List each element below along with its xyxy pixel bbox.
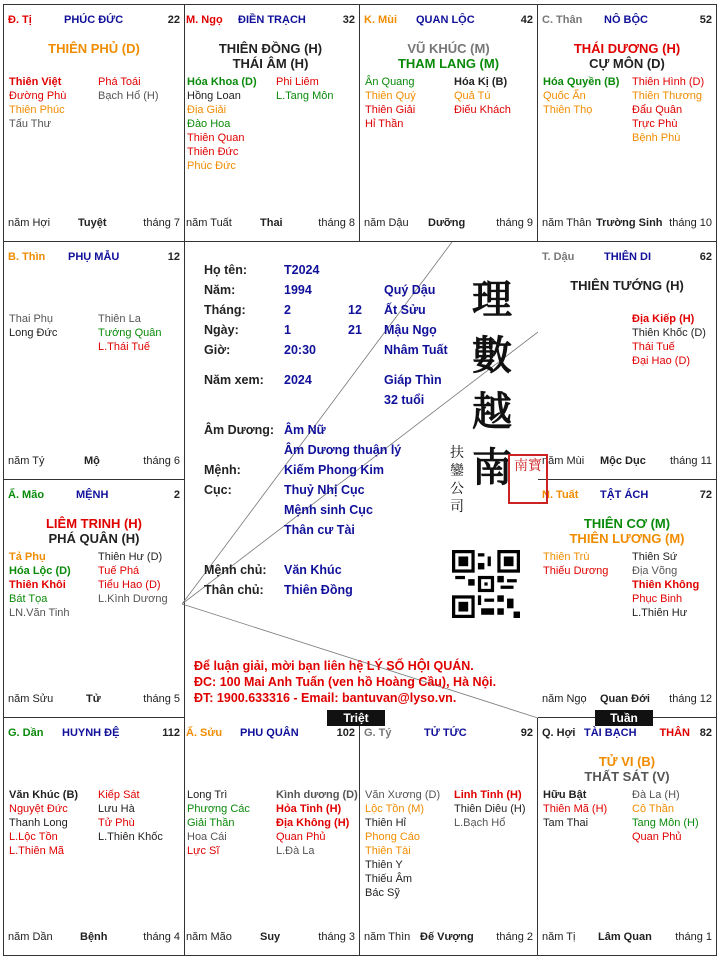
hour-label: Giờ: <box>204 343 231 357</box>
main-star: CỰ MÔN (D) <box>589 56 665 71</box>
contact-info <box>194 658 496 706</box>
minor-star: L.Thiên Hư <box>632 607 688 619</box>
thanchu-label: Thân chủ: <box>204 583 264 597</box>
palace-branch: K. Mùi <box>364 14 397 26</box>
minor-star: Cô Thần <box>632 803 674 815</box>
palace-year: năm Hợi <box>8 217 51 229</box>
minor-stars-right <box>632 75 704 145</box>
age-value: 32 tuổi <box>384 393 425 407</box>
minor-star: Thiếu Dương <box>543 565 609 577</box>
minor-stars-right <box>276 75 333 103</box>
minor-star: L.Đà La <box>276 845 315 857</box>
hour-can-chi: Nhâm Tuất <box>384 343 448 357</box>
month-can-chi: Ất Sửu <box>384 303 426 317</box>
palace-stage: Suy <box>260 931 281 943</box>
month-label: Tháng: <box>204 303 246 317</box>
minor-stars-left <box>187 788 250 858</box>
minor-star: Thiên Hỉ <box>365 817 406 829</box>
menhchu-label: Mệnh chủ: <box>204 563 267 577</box>
chart-center-panel <box>182 242 542 718</box>
minor-star: Thiên Diêu (H) <box>454 803 526 815</box>
palace-name: HUYNH ĐỆ <box>62 727 120 739</box>
palace-cell-mao[interactable] <box>3 480 185 718</box>
palace-year: năm Thân <box>542 217 592 229</box>
minor-stars-left <box>365 788 440 900</box>
palace-age-number: 12 <box>167 251 180 263</box>
minor-star: Kiếp Sát <box>98 789 140 801</box>
minor-star: L.Tang Môn <box>276 90 334 102</box>
calligraphy-logo: 理 數 越 南 <box>472 276 512 491</box>
palace-branch: Ấ. Sửu <box>186 727 223 739</box>
palace-year: năm Dậu <box>364 217 409 229</box>
main-stars <box>538 516 716 546</box>
minor-stars-left <box>9 788 78 858</box>
name-value: T2024 <box>284 263 320 277</box>
palace-year: năm Tị <box>542 931 576 943</box>
palace-year: năm Dần <box>8 931 53 943</box>
palace-age-number: 92 <box>520 727 533 739</box>
minor-star: Bát Tọa <box>9 593 48 605</box>
palace-year: năm Sửu <box>8 693 54 705</box>
minor-stars-right <box>98 75 159 103</box>
minor-star: L.Kình Dương <box>98 593 168 605</box>
palace-cell-ngo[interactable] <box>182 4 360 242</box>
view-year-value: 2024 <box>284 373 312 387</box>
cuc-relation: Mệnh sinh Cục <box>284 503 373 517</box>
minor-star: Thanh Long <box>9 817 68 829</box>
minor-star: Văn Xương (D) <box>365 789 441 801</box>
minor-star: Lực Sĩ <box>187 845 220 857</box>
palace-year: năm Mùi <box>542 455 585 467</box>
minor-stars-left <box>365 75 416 131</box>
minor-stars-left <box>9 550 71 620</box>
menh-value: Kiếm Phong Kim <box>284 463 385 477</box>
main-stars <box>538 278 716 293</box>
palace-year: năm Tuất <box>186 217 232 229</box>
hour-value: 20:30 <box>284 343 316 357</box>
minor-star: Thiên Giải <box>365 104 416 116</box>
main-star: TỬ VI (B) <box>598 754 656 769</box>
minor-stars-right <box>98 312 162 354</box>
palace-branch: N. Tuất <box>542 489 579 501</box>
minor-star: Tả Phụ <box>9 551 46 563</box>
birth-lunar-values <box>348 300 362 340</box>
cuc-label: Cục: <box>204 483 232 497</box>
minor-star: Thái Tuế <box>632 341 675 353</box>
minor-star: Thiên Phúc <box>9 104 65 116</box>
palace-cell-dan[interactable] <box>3 718 185 956</box>
main-star: THIÊN ĐỒNG (H) <box>218 41 323 56</box>
minor-star: Điếu Khách <box>454 104 511 116</box>
cuc-value: Thuỷ Nhị Cục <box>284 483 365 497</box>
palace-name: PHỤ MẪU <box>68 251 120 263</box>
palace-cell-thin[interactable] <box>3 242 185 480</box>
minor-stars-right <box>454 75 511 117</box>
palace-stage: Bệnh <box>80 931 108 943</box>
palace-age-number: 52 <box>699 14 712 26</box>
minor-stars-right <box>98 788 163 844</box>
minor-star: Bạch Hổ (H) <box>98 90 159 102</box>
minor-star: Địa Võng <box>632 565 678 577</box>
palace-cell-dau[interactable] <box>538 242 717 480</box>
minor-star: Tiểu Hao (D) <box>98 579 161 591</box>
palace-cell-than[interactable] <box>538 4 717 242</box>
minor-star: Thiên Y <box>365 859 403 871</box>
year-can-chi: Quý Dậu <box>384 283 436 297</box>
minor-star: Đại Hao (D) <box>632 355 691 367</box>
main-star: PHÁ QUÂN (H) <box>48 531 140 546</box>
palace-month: tháng 9 <box>496 217 533 229</box>
palace-name: TÀI BẠCH <box>584 727 637 739</box>
amduong-relation: Âm Dương thuận lý <box>284 443 402 457</box>
tuan-marker: Tuần <box>595 710 653 726</box>
triet-marker: Triệt <box>327 710 385 726</box>
minor-star: Phúc Đức <box>187 160 236 172</box>
minor-star: Trực Phù <box>632 118 678 130</box>
minor-star: Thiên La <box>98 313 141 325</box>
minor-star: Kình dương (D) <box>276 789 358 801</box>
minor-star: Thiếu Âm <box>365 873 413 885</box>
palace-name: TẬT ÁCH <box>600 489 649 501</box>
main-star: THÁI ÂM (H) <box>232 56 309 71</box>
palace-year: năm Mão <box>186 931 232 943</box>
main-stars <box>182 41 359 71</box>
minor-star: Quan Phủ <box>632 831 682 843</box>
minor-stars-right <box>632 550 699 620</box>
main-star: THÁI DƯƠNG (H) <box>573 41 681 56</box>
than-position: Thân cư Tài <box>284 523 355 537</box>
minor-star: Nguyệt Đức <box>9 803 68 815</box>
minor-star: Thiên Trù <box>543 551 590 563</box>
palace-name: QUAN LỘC <box>416 14 475 26</box>
main-stars <box>360 41 537 71</box>
minor-star: Đẩu Quân <box>632 104 683 116</box>
minor-star: Hỏa Tinh (H) <box>276 803 342 815</box>
palace-stage: Thai <box>260 217 283 229</box>
palace-stage: Trường Sinh <box>596 217 663 229</box>
palace-month: tháng 5 <box>143 693 180 705</box>
minor-stars-left <box>543 75 619 117</box>
minor-star: Bệnh Phù <box>632 132 681 144</box>
palace-month: tháng 7 <box>143 217 180 229</box>
palace-cell-ti[interactable] <box>3 4 185 242</box>
palace-age-number: 82 <box>699 727 712 739</box>
minor-star: Quả Tú <box>454 90 491 102</box>
minor-star: Phục Binh <box>632 593 683 605</box>
view-year-label: Năm xem: <box>204 373 264 387</box>
palace-branch: Ấ. Mão <box>8 489 45 501</box>
main-star: THIÊN LƯƠNG (M) <box>569 531 685 546</box>
minor-star: Giải Thần <box>187 817 235 829</box>
palace-cell-mui[interactable] <box>360 4 538 242</box>
minor-star: Thiên Thương <box>632 90 703 102</box>
minor-star: Thiên Khốc (D) <box>632 327 706 339</box>
amduong-label: Âm Dương: <box>204 423 275 437</box>
palace-name: NÔ BỘC <box>604 14 648 26</box>
main-star: THIÊN PHỦ (D) <box>48 41 140 56</box>
main-star: THAM LANG (M) <box>397 56 500 71</box>
minor-star: Hữu Bật <box>543 789 587 801</box>
birth-solar-values <box>284 260 319 390</box>
contact-address: ĐC: 100 Mai Anh Tuấn (ven hồ Hoàng Cầu), Hà Nội. <box>194 675 497 689</box>
palace-month: tháng 2 <box>496 931 533 943</box>
minor-star: Hóa Lộc (D) <box>9 565 71 577</box>
minor-star: Phá Toái <box>98 76 141 88</box>
palace-branch: G. Tý <box>364 727 392 739</box>
minor-star: Thiên Đức <box>187 146 239 158</box>
thanchu-value: Thiên Đồng <box>284 583 353 597</box>
palace-year: năm Ngọ <box>542 693 587 705</box>
main-stars <box>4 41 184 56</box>
minor-star: Tấu Thư <box>9 118 52 130</box>
day-solar-value: 1 <box>284 323 291 337</box>
palace-year: năm Thìn <box>364 931 411 943</box>
palace-age-number: 42 <box>520 14 533 26</box>
destiny-values <box>284 420 401 600</box>
minor-star: L.Bạch Hổ <box>454 817 506 829</box>
palace-month: tháng 8 <box>318 217 355 229</box>
main-star: VŨ KHÚC (M) <box>407 41 490 56</box>
birth-info-labels <box>204 260 264 390</box>
amduong-value: Âm Nữ <box>284 423 326 437</box>
minor-star: Địa Giải <box>187 104 227 116</box>
view-year-can-chi: Giáp Thìn <box>384 373 442 387</box>
minor-stars-left <box>187 75 257 173</box>
minor-star: Long Trì <box>187 789 228 801</box>
palace-month: tháng 12 <box>669 693 712 705</box>
year-value: 1994 <box>284 283 312 297</box>
minor-star: Tướng Quân <box>98 327 162 339</box>
palace-age-number: 22 <box>167 14 180 26</box>
minor-stars-left <box>9 312 57 340</box>
palace-name: THIÊN DI <box>604 251 652 263</box>
main-star: THIÊN CƠ (M) <box>583 516 671 531</box>
palace-name: MỆNH <box>76 489 109 501</box>
minor-star: Thiên Quý <box>365 90 416 102</box>
qr-code-icon[interactable] <box>452 550 520 618</box>
palace-cell-hoi[interactable] <box>538 718 717 956</box>
minor-star: L.Lộc Tồn <box>9 831 58 843</box>
palace-cell-tuat[interactable] <box>538 480 717 718</box>
year-label: Năm: <box>204 283 236 297</box>
minor-star: Linh Tinh (H) <box>454 789 522 801</box>
menh-label: Mệnh: <box>204 463 241 477</box>
main-stars <box>538 754 716 784</box>
menhchu-value: Văn Khúc <box>284 563 342 577</box>
minor-star: Long Đức <box>9 327 58 339</box>
minor-star: Thiên Việt <box>9 76 62 88</box>
destiny-labels <box>204 420 274 600</box>
palace-age-number: 62 <box>699 251 712 263</box>
palace-cell-ty[interactable] <box>360 718 538 956</box>
minor-star: L.Thiên Mã <box>9 845 65 857</box>
minor-star: Hóa Quyền (B) <box>543 76 620 88</box>
palace-stage: Quan Đới <box>600 693 650 705</box>
palace-branch: M. Ngọ <box>186 14 223 26</box>
minor-star: Thiên Khôi <box>9 579 66 591</box>
palace-age-number: 72 <box>699 489 712 501</box>
than-marker: THÂN <box>659 727 690 739</box>
palace-stage: Đế Vượng <box>420 931 474 943</box>
palace-month: tháng 4 <box>143 931 180 943</box>
minor-star: Thiên Mã (H) <box>543 803 608 815</box>
minor-star: Ân Quang <box>365 76 415 88</box>
minor-star: Văn Khúc (B) <box>9 789 79 801</box>
minor-star: Thiên Hình (D) <box>632 76 705 88</box>
palace-month: tháng 3 <box>318 931 355 943</box>
minor-stars-right <box>632 312 706 368</box>
minor-stars-left <box>543 550 608 578</box>
palace-branch: C. Thân <box>542 14 583 26</box>
palace-stage: Dưỡng <box>428 217 466 229</box>
contact-phone-email[interactable]: ĐT: 1900.633316 - Email: bantuvan@lyso.vn. <box>194 691 457 705</box>
palace-age-number: 2 <box>173 489 180 501</box>
minor-star: Hoa Cái <box>187 831 227 843</box>
minor-star: LN.Văn Tinh <box>9 607 70 619</box>
palace-age-number: 102 <box>336 727 355 739</box>
minor-star: Hóa Khoa (D) <box>187 76 257 88</box>
minor-star: L.Thái Tuế <box>98 341 150 353</box>
main-star: THIÊN TƯỚNG (H) <box>570 278 684 293</box>
minor-star: Tam Thai <box>543 817 589 829</box>
palace-branch: Q. Hợi <box>542 727 576 739</box>
minor-star: Tuế Phá <box>98 565 140 577</box>
palace-stage: Lâm Quan <box>598 931 652 943</box>
minor-star: Lưu Hà <box>98 803 135 815</box>
palace-stage: Tuyệt <box>78 217 107 229</box>
palace-stage: Tử <box>86 693 101 705</box>
minor-star: Phi Liêm <box>276 76 319 88</box>
palace-branch: G. Dần <box>8 727 44 739</box>
minor-stars-left <box>9 75 66 131</box>
minor-stars-right <box>632 788 699 844</box>
minor-star: Quốc Ấn <box>543 90 586 102</box>
palace-name: PHU QUÂN <box>240 727 299 739</box>
minor-star: Hồng Loan <box>187 90 241 102</box>
day-label: Ngày: <box>204 323 239 337</box>
minor-star: Bác Sỹ <box>365 887 400 899</box>
minor-star: Thai Phụ <box>9 313 54 325</box>
minor-stars-right <box>276 788 358 858</box>
red-seal-stamp: 南寶 <box>508 454 548 504</box>
minor-star: Thiên Tài <box>365 845 411 857</box>
palace-branch: T. Dậu <box>542 251 575 263</box>
palace-name: ĐIỀN TRẠCH <box>238 14 306 26</box>
palace-age-number: 112 <box>162 727 180 739</box>
minor-star: Thiên Hư (D) <box>98 551 163 563</box>
palace-month: tháng 10 <box>669 217 712 229</box>
palace-stage: Mộc Dục <box>600 455 646 467</box>
palace-cell-suu[interactable] <box>182 718 360 956</box>
month-solar-value: 2 <box>284 303 291 317</box>
minor-stars-right <box>98 550 168 606</box>
day-lunar-value: 21 <box>348 323 362 337</box>
minor-star: Địa Kiếp (H) <box>632 313 695 325</box>
minor-star: Hỉ Thần <box>365 118 404 130</box>
minor-star: Thiên Sứ <box>632 551 678 563</box>
palace-branch: B. Thìn <box>8 251 46 263</box>
calligraphy-subtitle: 扶 鑾 公 司 <box>450 445 464 515</box>
palace-name: PHÚC ĐỨC <box>64 14 124 26</box>
palace-name: TỬ TỨC <box>424 727 467 739</box>
minor-star: Hóa Kị (B) <box>454 76 508 88</box>
name-label: Họ tên: <box>204 263 248 277</box>
day-can-chi: Mậu Ngọ <box>384 323 437 337</box>
palace-branch: Đ. Tị <box>8 14 32 26</box>
main-stars <box>538 41 716 71</box>
minor-star: Đường Phù <box>9 90 67 102</box>
main-star: LIÊM TRINH (H) <box>45 516 143 531</box>
minor-star: L.Thiên Khốc <box>98 831 163 843</box>
minor-star: Tử Phù <box>98 817 135 829</box>
can-chi-values <box>384 280 448 410</box>
palace-month: tháng 6 <box>143 455 180 467</box>
minor-star: Thiên Thọ <box>543 104 593 116</box>
minor-star: Phong Cáo <box>365 831 421 843</box>
minor-star: Quan Phủ <box>276 831 326 843</box>
palace-month: tháng 1 <box>675 931 712 943</box>
palace-year: năm Tý <box>8 455 45 467</box>
minor-star: Đào Hoa <box>187 118 231 130</box>
palace-month: tháng 11 <box>669 455 712 467</box>
minor-stars-right <box>454 788 526 830</box>
contact-line-1: Để luận giải, mời bạn liên hệ LÝ SỐ HỘI QUÁN. <box>194 659 474 673</box>
minor-star: Tang Môn (H) <box>632 817 699 829</box>
minor-star: Phượng Các <box>187 803 250 815</box>
main-stars <box>4 516 184 546</box>
minor-stars-left <box>543 788 607 830</box>
minor-star: Thiên Không <box>632 579 700 591</box>
month-lunar-value: 12 <box>348 303 362 317</box>
minor-star: Địa Không (H) <box>276 817 350 829</box>
minor-star: Lộc Tồn (M) <box>365 803 425 815</box>
minor-star: Thiên Quan <box>187 132 245 144</box>
main-star: THẤT SÁT (V) <box>584 769 670 784</box>
minor-star: Đà La (H) <box>632 789 680 801</box>
palace-age-number: 32 <box>342 14 355 26</box>
palace-stage: Mộ <box>84 455 100 467</box>
